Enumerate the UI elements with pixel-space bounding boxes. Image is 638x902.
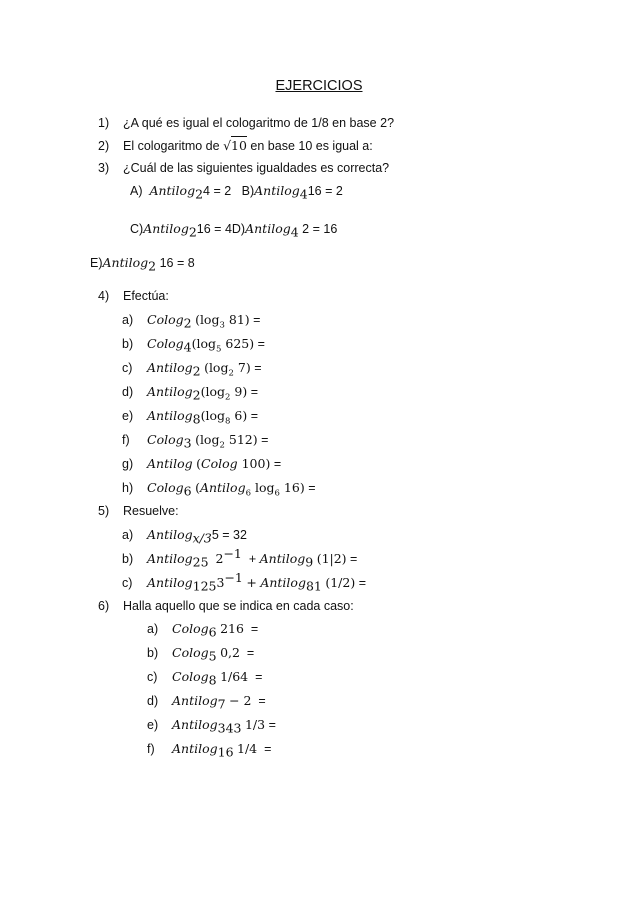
option-label: B) — [241, 184, 255, 198]
base: 7 — [217, 696, 226, 712]
item-5b — [122, 545, 358, 570]
inner-argument: 512 — [228, 432, 253, 447]
question-text: Resuelve: — [123, 504, 179, 518]
operator: Antilog — [147, 408, 193, 423]
base: 2 — [192, 387, 201, 403]
item-label: h) — [122, 481, 134, 495]
rhs: = — [350, 552, 358, 566]
operator: Colog — [147, 312, 184, 327]
argument: 0,2 — [220, 645, 240, 660]
operator: Colog — [147, 336, 184, 351]
plus-sign: + — [246, 575, 257, 590]
operator: Colog — [172, 621, 209, 636]
item-4c — [122, 360, 262, 379]
question-6 — [98, 598, 354, 614]
question-text: Efectúa: — [123, 289, 169, 303]
option-label: A) — [130, 184, 143, 198]
inner-log: ($\log_2$ 512) — [195, 432, 258, 451]
argument: 16 — [196, 222, 211, 236]
base: 125 — [192, 578, 217, 594]
base: 4 — [299, 186, 308, 202]
rhs: = — [273, 457, 282, 471]
question-4 — [98, 288, 169, 304]
operator: Antilog — [147, 360, 193, 375]
base: 343 — [217, 720, 242, 736]
inner-argument: 16 — [283, 480, 300, 495]
operator: Antilog — [102, 255, 149, 270]
argument: 1/3 — [244, 717, 266, 732]
operator: Colog — [147, 480, 184, 495]
base: 4 — [183, 339, 192, 355]
item-label: b) — [147, 646, 159, 660]
operator: Antilog — [149, 183, 196, 198]
operator: Antilog — [260, 575, 306, 590]
argument: 216 — [220, 621, 244, 636]
item-label: b) — [122, 337, 134, 351]
rhs: = — [258, 694, 266, 708]
item-label: c) — [147, 670, 158, 684]
item-5c — [122, 569, 367, 594]
base: 81 — [305, 578, 322, 594]
rhs: = — [253, 313, 261, 327]
inner-base: 2 — [228, 368, 234, 379]
operator: Antilog — [172, 741, 218, 756]
operator: Antilog — [147, 575, 193, 590]
item-label: c) — [122, 361, 133, 375]
operator: Antilog — [245, 221, 291, 236]
operator: Colog — [172, 645, 209, 660]
item-label: a) — [147, 622, 159, 636]
operator: Antilog — [143, 221, 189, 236]
rhs: = — [246, 646, 255, 660]
rhs: = — [264, 742, 272, 756]
base: 2 — [192, 363, 201, 379]
rhs: = — [250, 622, 259, 636]
item-label: d) — [122, 385, 134, 399]
inner-argument: 6 — [234, 408, 243, 423]
question-2 — [98, 138, 373, 154]
inner-operator: Antilog — [199, 480, 246, 495]
plus-sign: + — [248, 552, 257, 566]
inner-log: ($\log_8$ 6) — [200, 408, 248, 427]
item-4d — [122, 384, 259, 403]
inner-base: 2 — [219, 440, 225, 451]
item-label: g) — [122, 457, 134, 471]
inner-base: 2 — [224, 392, 231, 403]
item-label: a) — [122, 528, 134, 542]
base: 25 — [192, 554, 209, 570]
item-4a — [122, 312, 261, 331]
rhs: = — [254, 361, 262, 375]
inner-base: 5 — [215, 344, 222, 355]
base: 5 — [208, 648, 217, 664]
rhs: = — [250, 409, 259, 423]
question-text-end: en base 10 es igual a: — [250, 139, 373, 153]
item-label: d) — [147, 694, 159, 708]
option-c-d — [130, 221, 338, 240]
question-number: 2) — [98, 139, 110, 153]
operator: Antilog — [147, 551, 193, 566]
log-base: 6 — [274, 488, 280, 499]
item-label: b) — [122, 552, 134, 566]
item-5a — [122, 527, 247, 546]
argument: 1/4 — [237, 741, 258, 756]
argument: 16 — [159, 256, 174, 270]
inner-log: ($\log_2$ 9) — [200, 384, 248, 403]
argument: 5 — [211, 528, 219, 542]
rhs: = 2 — [213, 184, 232, 198]
operator: Antilog — [147, 527, 193, 542]
question-5 — [98, 503, 179, 519]
item-label: a) — [122, 313, 134, 327]
rhs: = 32 — [222, 528, 247, 542]
base: 6 — [183, 483, 192, 499]
option-e — [90, 255, 195, 274]
item-6f — [147, 741, 272, 760]
base: 8 — [208, 672, 217, 688]
base: 3 — [183, 435, 192, 451]
item-4b — [122, 336, 265, 355]
option-label: E) — [90, 256, 103, 270]
item-4g — [122, 456, 281, 472]
operator: Antilog — [147, 456, 193, 471]
page-title: EJERCICIOS — [275, 78, 363, 94]
operator: Antilog — [259, 551, 306, 566]
operator: Antilog — [172, 693, 218, 708]
option-label: D) — [231, 222, 246, 236]
item-6a — [147, 621, 259, 640]
base: 8 — [192, 411, 201, 427]
question-number: 3) — [98, 161, 110, 175]
base: 6 — [208, 624, 217, 640]
base: 2 — [148, 258, 157, 274]
base: 16 — [217, 744, 234, 760]
item-4h — [122, 480, 316, 499]
inner-argument: 100 — [241, 456, 266, 471]
inner-argument: 625 — [225, 336, 250, 351]
operator: Antilog — [172, 717, 218, 732]
inner-base: 8 — [224, 416, 231, 427]
question-3 — [98, 160, 389, 176]
inner-log: ($\log_5$ 625) — [191, 336, 255, 355]
argument: (1/2) — [325, 575, 356, 590]
question-text: Halla aquello que se indica en cada caso: — [123, 599, 354, 613]
item-4f — [122, 432, 269, 451]
question-text: ¿Cuál de las siguientes igualdades es correcta? — [123, 161, 390, 175]
argument: − 2 — [229, 693, 252, 708]
operator: Colog — [147, 432, 184, 447]
item-6e — [147, 717, 276, 736]
operator: Antilog — [254, 183, 300, 198]
rhs: = — [268, 718, 276, 732]
inner-base: 3 — [219, 320, 225, 331]
item-label: c) — [122, 576, 133, 590]
rhs: = 8 — [176, 256, 195, 270]
base: 2 — [195, 186, 204, 202]
argument: 4 — [203, 184, 210, 198]
base: 2 — [183, 315, 192, 331]
argument: (1|2) — [316, 551, 347, 566]
question-1 — [98, 115, 394, 131]
inner-log: ($\log_2$ 7) — [204, 360, 251, 379]
option-label: C) — [130, 222, 144, 236]
base: x/3 — [192, 530, 212, 546]
inner-log: ($\log_3$ 81) — [195, 312, 250, 331]
question-text: ¿A qué es igual el cologaritmo de 1/8 en base 2? — [123, 116, 395, 130]
base: 4 — [290, 224, 299, 240]
rhs: = — [358, 576, 367, 590]
rhs: = 4 — [214, 222, 232, 236]
item-label: f) — [147, 742, 155, 756]
item-6b — [147, 645, 255, 664]
inner-argument: 7 — [237, 360, 246, 375]
question-number: 5) — [98, 504, 110, 518]
rhs: = — [250, 385, 259, 399]
base: 2 — [188, 224, 197, 240]
argument: 1/64 — [220, 669, 249, 684]
question-text: El cologaritmo de — [123, 139, 220, 153]
item-6d — [147, 693, 266, 712]
rhs: = — [261, 433, 269, 447]
question-number: 6) — [98, 599, 110, 613]
rhs: = 2 — [325, 184, 343, 198]
radicand: 10 — [231, 138, 247, 153]
rhs: = — [255, 670, 263, 684]
exponent: −1 — [223, 545, 242, 561]
argument: 2 — [215, 551, 224, 566]
item-4e — [122, 408, 259, 427]
base: 9 — [305, 554, 314, 570]
inner-operator: Colog — [201, 456, 238, 471]
operator: Antilog — [147, 384, 193, 399]
item-label: e) — [122, 409, 134, 423]
argument: 2 — [302, 222, 310, 236]
argument: 16 — [307, 184, 322, 198]
item-label: f) — [122, 433, 130, 447]
exponent: −1 — [224, 569, 243, 585]
rhs: = — [257, 337, 265, 351]
option-a-b — [130, 183, 343, 202]
inner-argument: 81 — [228, 312, 245, 327]
sqrt-symbol: √ — [223, 138, 232, 153]
argument: 3 — [216, 575, 225, 590]
inner-base: 6 — [245, 488, 251, 499]
inner-expression: (Colog 100) — [196, 456, 271, 471]
item-label: e) — [147, 718, 159, 732]
inner-argument: 9 — [234, 384, 243, 399]
question-number: 4) — [98, 289, 110, 303]
inner-expression: (Antilog$_6$ $\log_6 16$) — [195, 480, 305, 499]
operator: Colog — [172, 669, 209, 684]
question-number: 1) — [98, 116, 110, 130]
rhs: = 16 — [312, 222, 338, 236]
rhs: = — [308, 481, 316, 495]
item-6c — [147, 669, 263, 688]
